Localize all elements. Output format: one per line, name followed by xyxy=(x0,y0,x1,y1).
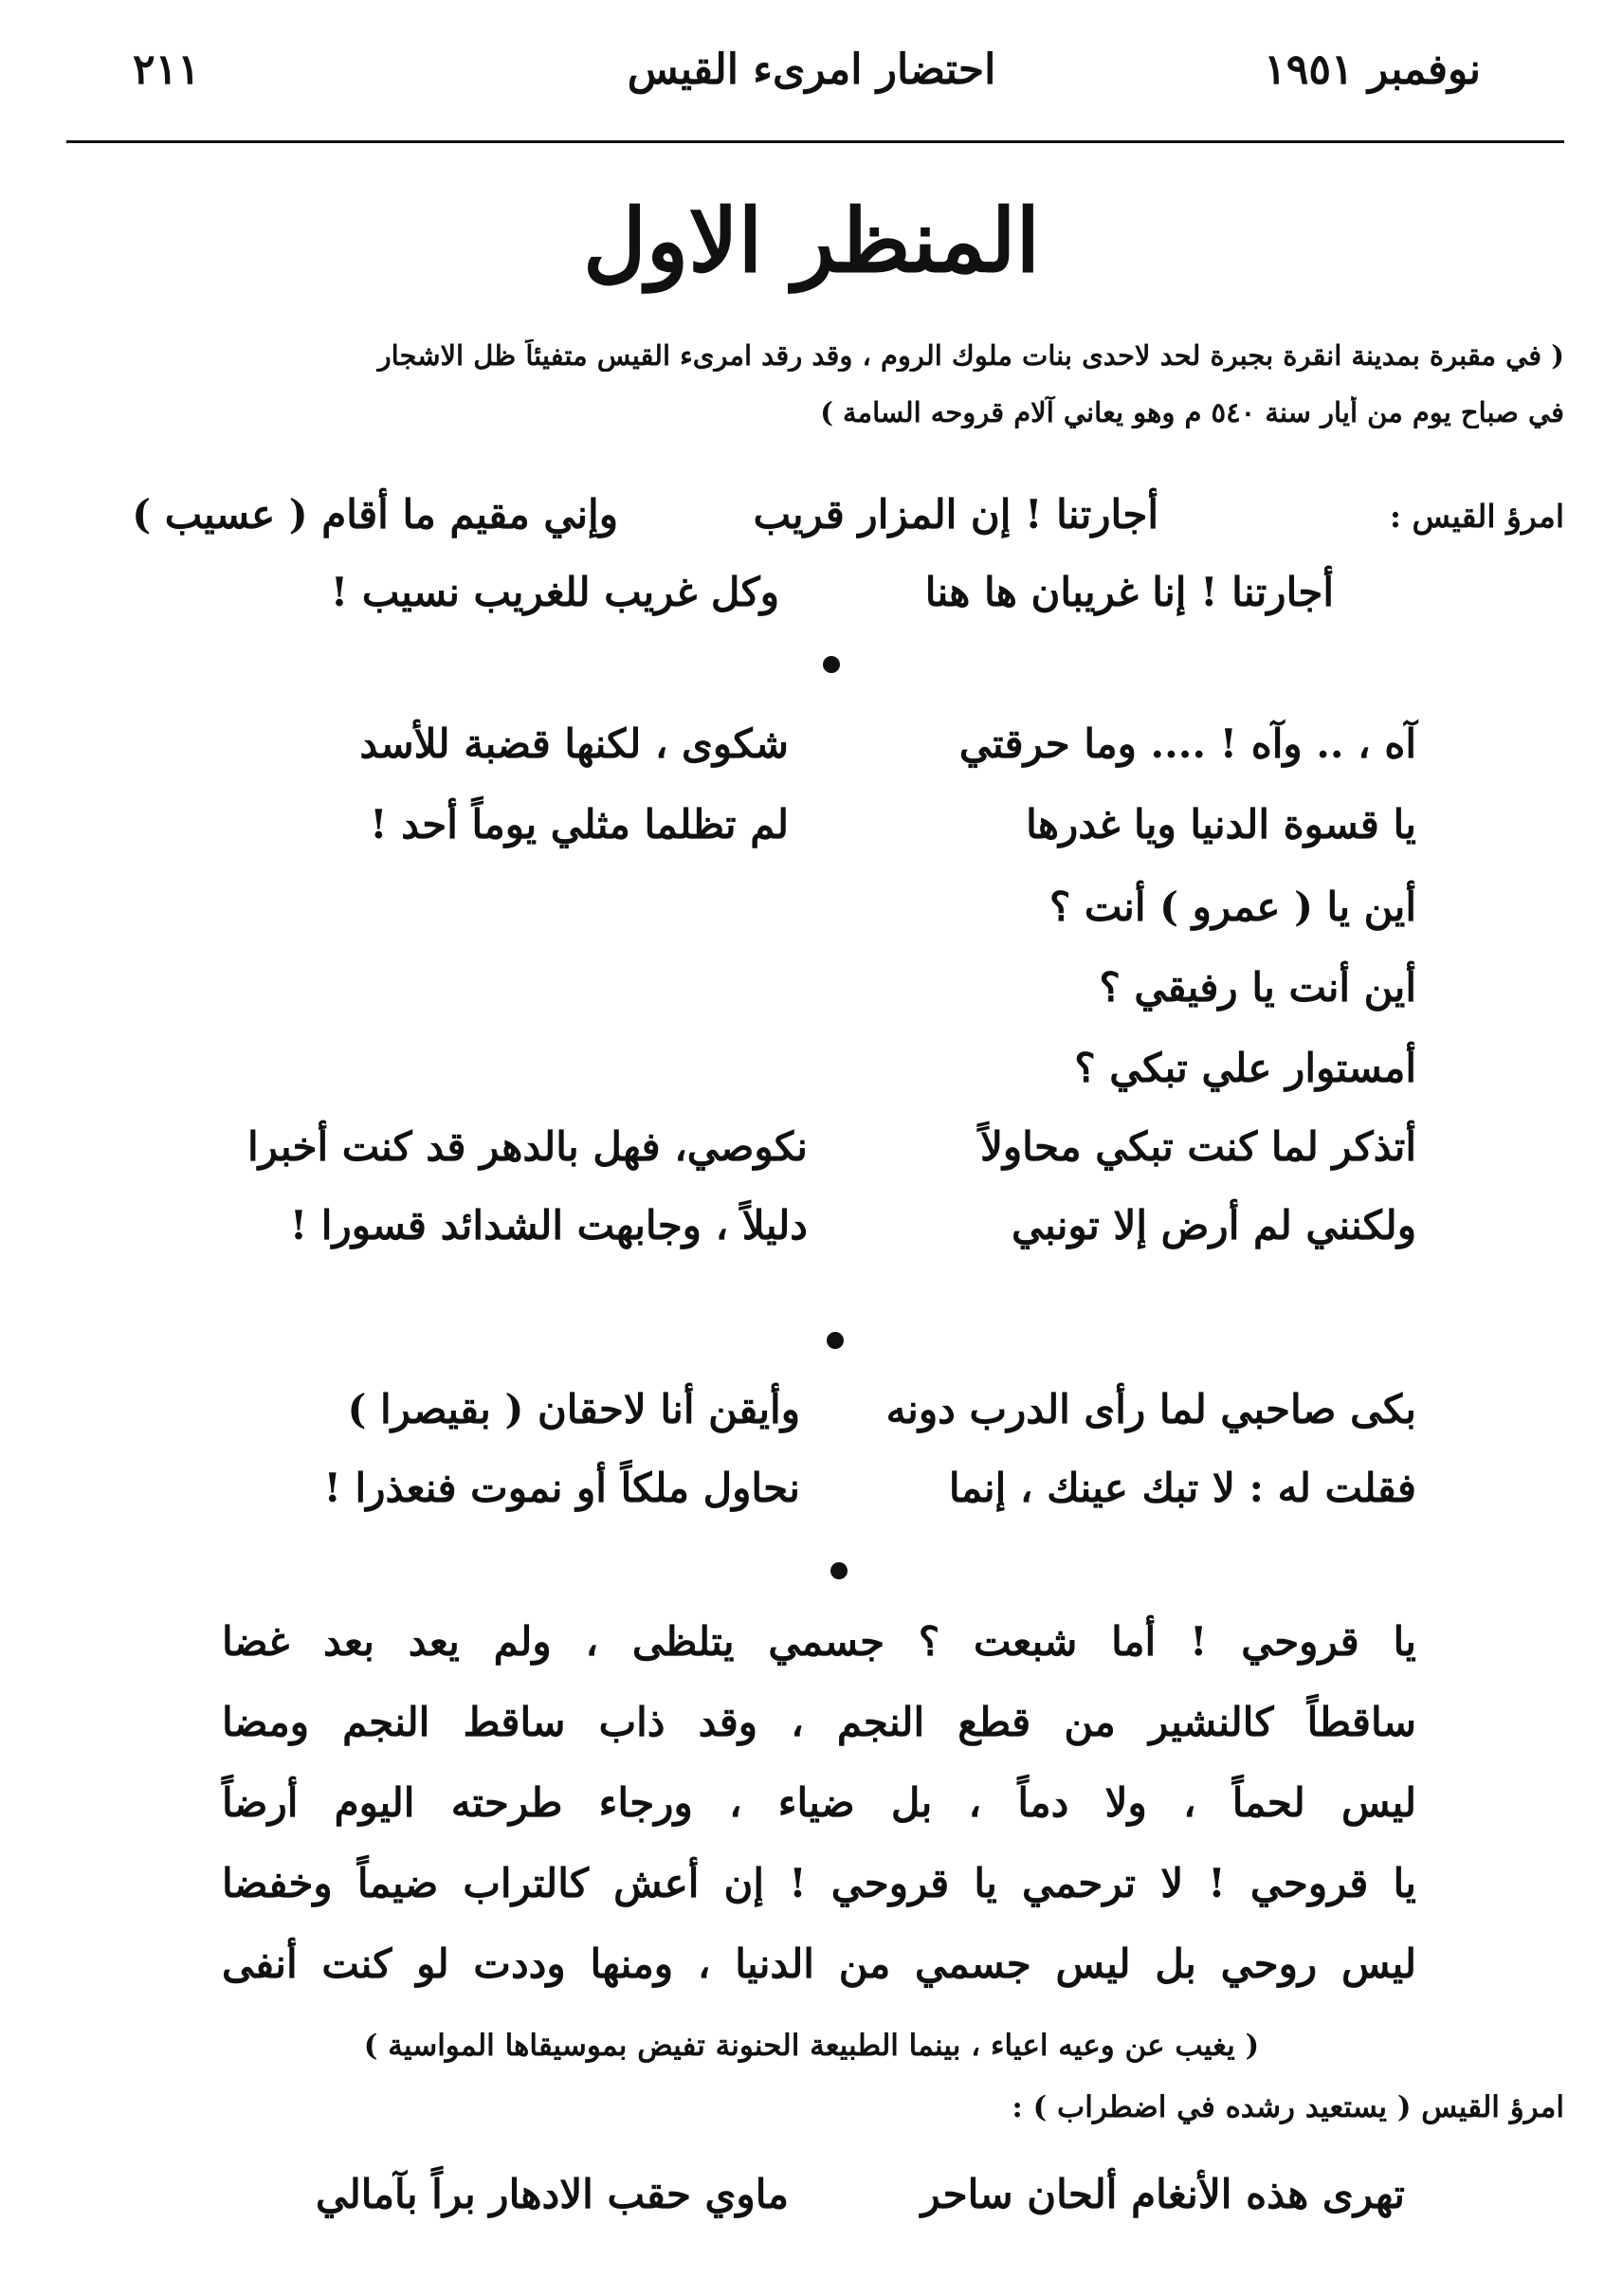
verse-hemistich-first: أجارتنا ! إن المزار قريب xyxy=(753,491,1158,538)
prose-line: يا قروحي ! لا ترحمي يا قروحي ! إن أعش كالتراب ضيماً وخفضا xyxy=(222,1860,1416,1906)
verse-hemistich-second: وأيقن أنا لاحقان ( بقيصرا ) xyxy=(347,1386,800,1432)
verse-hemistich-first: تهرى هذه الأنغام ألحان ساحر xyxy=(921,2171,1405,2217)
verse-hemistich-second: لم تظلما مثلي يوماً أحد ! xyxy=(370,801,789,847)
verse-hemistich-second: وإني مقيم ما أقام ( عسيب ) xyxy=(132,491,618,538)
verse-line xyxy=(0,491,1623,554)
verse-hemistich-second: ماوي حقب الادهار براً بآمالي xyxy=(315,2171,789,2217)
verse-hemistich-second: نحاول ملكاً أو نموت فنعذرا ! xyxy=(323,1465,800,1511)
verse-line xyxy=(0,1202,1623,1265)
verse-hemistich-first: يا قسوة الدنيا ويا غدرها xyxy=(1026,801,1416,847)
verse-hemistich-second: نكوصي، فهل بالدهر قد كنت أخبرا xyxy=(247,1123,808,1170)
verse-hemistich-first: آه ، .. وآه ! .... وما حرقتي xyxy=(958,720,1416,767)
verse-hemistich-first: أتذكر لما كنت تبكي محاولاً xyxy=(979,1123,1416,1170)
verse-hemistich-second: دليلاً ، وجابهت الشدائد قسورا ! xyxy=(289,1202,808,1248)
stage-direction-line-1: ( في مقبرة بمدينة انقرة بجبرة لحد لاحدى بنات ملوك الروم ، وقد رقد امرىء القيس متفيئاً ظل الاشجار xyxy=(377,339,1564,372)
verse-line xyxy=(0,801,1623,864)
stage-direction-line-2: في صباح يوم من أيار سنة ٥٤٠ م وهو يعاني آلام قروحه السامة ) xyxy=(820,396,1564,428)
scene-title: المنظر الاول xyxy=(582,190,1041,292)
prose-line: ليس لحماً ، ولا دماً ، بل ضياء ، ورجاء طرحته اليوم أرضاً xyxy=(222,1779,1416,1826)
single-line: أين يا ( عمرو ) أنت ؟ xyxy=(1049,884,1416,930)
section-divider-dot xyxy=(830,1562,848,1579)
verse-hemistich-first: بكى صاحبي لما رأى الدرب دونه xyxy=(885,1386,1416,1432)
verse-line xyxy=(0,2171,1623,2233)
header-rule xyxy=(66,140,1564,143)
header-running-title: احتضار امرىء القيس xyxy=(627,46,996,94)
speaker-label-second: امرؤ القيس ( يستعيد رشده في اضطراب ) : xyxy=(1012,2090,1564,2124)
verse-hemistich-first: فقلت له : لا تبك عينك ، إنما xyxy=(948,1465,1416,1511)
verse-hemistich-second: شكوى ، لكنها قضبة للأسد xyxy=(359,720,789,767)
speaker-label: امرؤ القيس : xyxy=(1389,498,1564,535)
header-date: نوفمبر ١٩٥١ xyxy=(1264,46,1481,94)
verse-line xyxy=(0,569,1623,631)
header-page-number: ٢١١ xyxy=(133,46,200,94)
section-divider-dot xyxy=(823,656,840,673)
verse-hemistich-second: وكل غريب للغريب نسيب ! xyxy=(330,569,779,615)
verse-line xyxy=(0,720,1623,783)
verse-hemistich-first: ولكنني لم أرض إلا تونبي xyxy=(1012,1202,1416,1248)
single-line: أين أنت يا رفيقي ؟ xyxy=(1099,964,1416,1011)
single-line: أمستوار علي تبكي ؟ xyxy=(1074,1045,1416,1091)
verse-line xyxy=(0,1123,1623,1186)
verse-line xyxy=(0,1386,1623,1449)
prose-line: ليس روحي بل ليس جسمي من الدنيا ، ومنها وددت لو كنت أنفى xyxy=(222,1941,1416,1987)
section-divider-dot xyxy=(827,1332,844,1349)
prose-line: ساقطاً كالنشير من قطع النجم ، وقد ذاب ساقط النجم ومضا xyxy=(222,1699,1416,1745)
verse-line xyxy=(0,1465,1623,1527)
stage-note: ( يغيب عن وعيه اعياء ، بينما الطبيعة الحنونة تفيض بموسيقاها المواسية ) xyxy=(363,2029,1260,2063)
verse-hemistich-first: أجارتنا ! إنا غريبان ها هنا xyxy=(924,569,1334,615)
prose-line: يا قروحي ! أما شبعت ؟ جسمي يتلظى ، ولم يعد بعد غضا xyxy=(222,1618,1416,1665)
